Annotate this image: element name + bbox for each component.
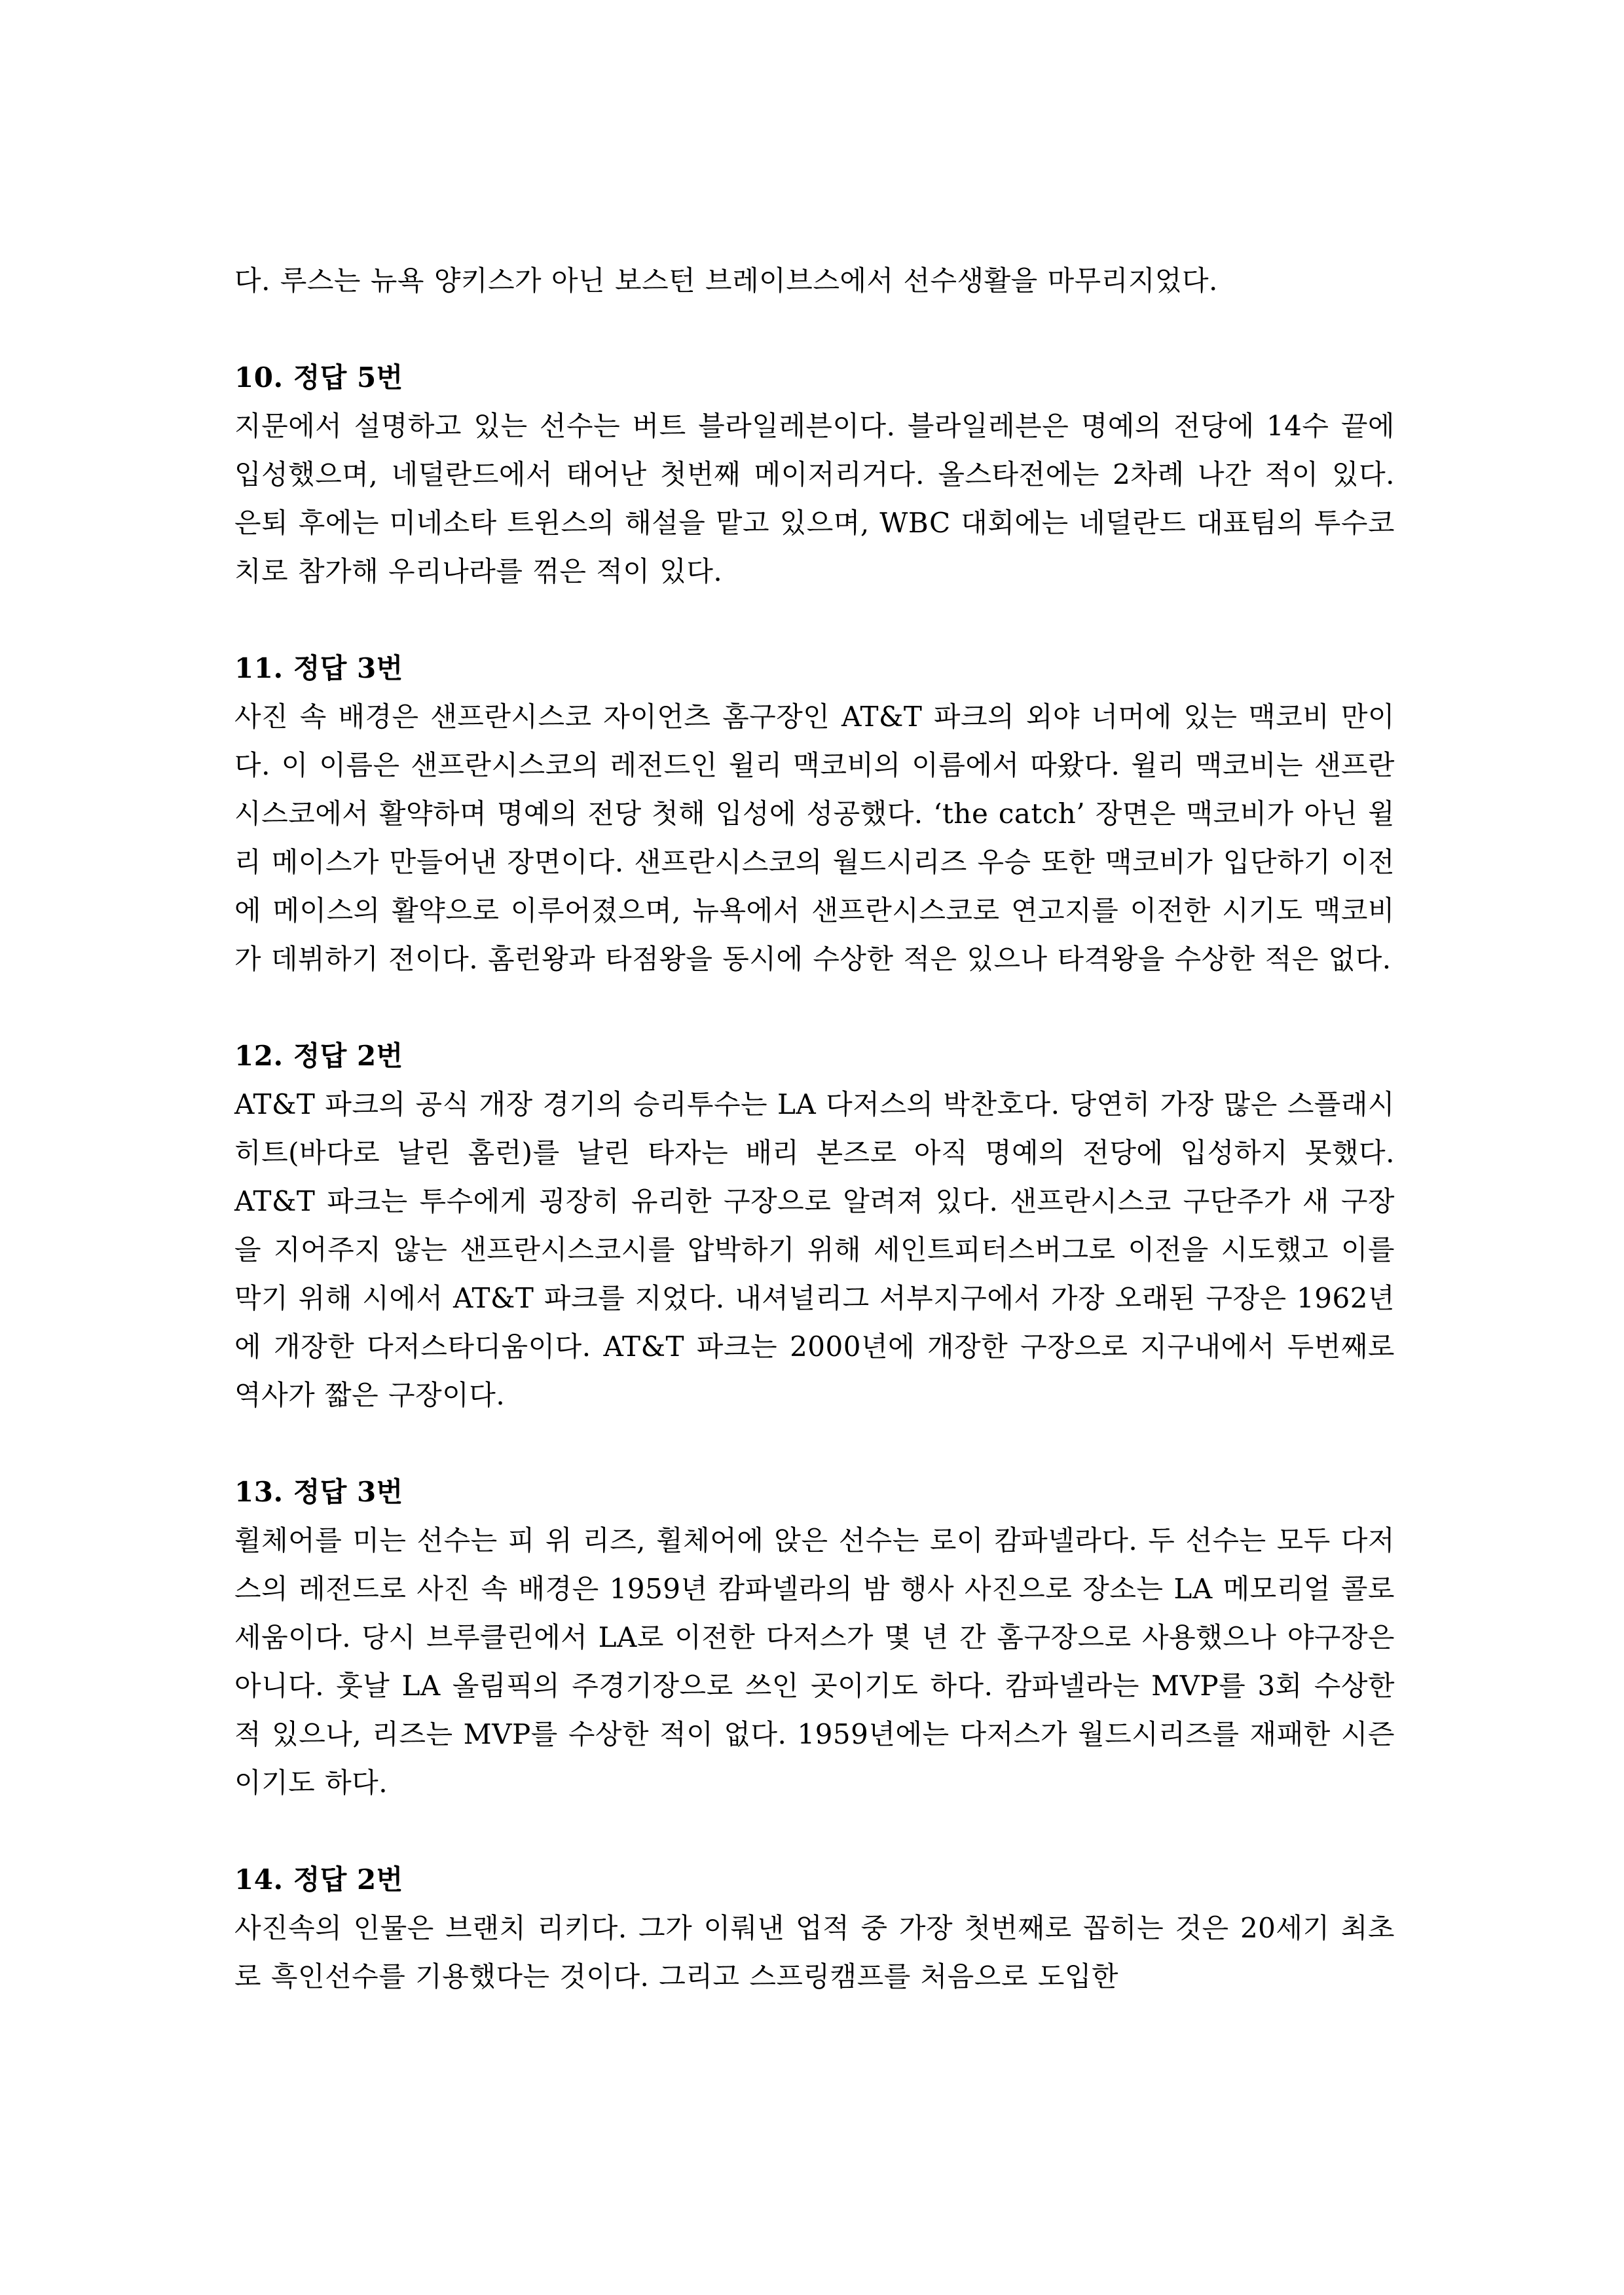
document-content (234, 257, 1395, 2049)
answer-heading: 13. 정답 3번 (234, 1476, 403, 1508)
answer-section-11 (234, 644, 1395, 983)
continued-paragraph: 다. 루스는 뉴욕 양키스가 아닌 보스턴 브레이브스에서 선수생활을 마무리지었다. (234, 265, 1218, 297)
answer-section-10 (234, 354, 1395, 596)
answer-explanation: AT&T 파크의 공식 개장 경기의 승리투수는 LA 다저스의 박찬호다. 당연히 가장 많은 스플래시 히트(바다로 날린 홈런)를 날린 타자는 배리 본즈로 아직 명예의 전당에 입성하지 못했다. AT&T 파크는 투수에게 굉장히 유리한 구장으로 알려져 있다. 샌프란시스코 구단주가 새 구장을 지어주지 않는 샌프란시스코시를 압박하기 위해 세인트피터스버그로 이전을 시도했고 이를 막기 위해 시에서 AT&T 파크를 지었다. 내셔널리그 서부지구에서 가장 오래된 구장은 1962년에 개장한 다저스타디움이다. AT&T 파크는 2000년에 개장한 구장으로 지구내에서 두번째로 역사가 짧은 구장이다. (234, 1088, 1395, 1411)
answer-heading: 11. 정답 3번 (234, 652, 403, 684)
answer-section-13 (234, 1468, 1395, 1807)
answer-heading: 12. 정답 2번 (234, 1040, 403, 1072)
answer-explanation: 사진속의 인물은 브랜치 리키다. 그가 이뤄낸 업적 중 가장 첫번째로 꼽히는 것은 20세기 최초로 흑인선수를 기용했다는 것이다. 그리고 스프링캠프를 처음으로 도입한 (234, 1912, 1395, 1992)
answer-explanation: 휠체어를 미는 선수는 피 위 리즈, 휠체어에 앉은 선수는 로이 캄파넬라다. 두 선수는 모두 다저스의 레전드로 사진 속 배경은 1959년 캄파넬라의 밤 행사 사진으로 장소는 LA 메모리얼 콜로세움이다. 당시 브루클린에서 LA로 이전한 다저스가 몇 년 간 홈구장으로 사용했으나 야구장은 아니다. 훗날 LA 올림픽의 주경기장으로 쓰인 곳이기도 하다. 캄파넬라는 MVP를 3회 수상한 적 있으나, 리즈는 MVP를 수상한 적이 없다. 1959년에는 다저스가 월드시리즈를 재패한 시즌이기도 하다. (234, 1524, 1395, 1799)
answer-section-12 (234, 1032, 1395, 1420)
answer-explanation: 지문에서 설명하고 있는 선수는 버트 블라일레븐이다. 블라일레븐은 명예의 전당에 14수 끝에 입성했으며, 네덜란드에서 태어난 첫번째 메이저리거다. 올스타전에는 2차례 나간 적이 있다. 은퇴 후에는 미네소타 트윈스의 해설을 맡고 있으며, WBC 대회에는 네덜란드 대표팀의 투수코치로 참가해 우리나라를 꺾은 적이 있다. (234, 410, 1395, 587)
answer-heading: 10. 정답 5번 (234, 361, 403, 394)
answer-section-14 (234, 1856, 1395, 2001)
answer-heading: 14. 정답 2번 (234, 1864, 403, 1896)
answer-explanation: 사진 속 배경은 샌프란시스코 자이언츠 홈구장인 AT&T 파크의 외야 너머에 있는 맥코비 만이다. 이 이름은 샌프란시스코의 레전드인 윌리 맥코비의 이름에서 따왔다. 윌리 맥코비는 샌프란시스코에서 활약하며 명예의 전당 첫해 입성에 성공했다. ‘the catch’ 장면은 맥코비가 아닌 윌리 메이스가 만들어낸 장면이다. 샌프란시스코의 월드시리즈 우승 또한 맥코비가 입단하기 이전에 메이스의 활약으로 이루어졌으며, 뉴욕에서 샌프란시스코로 연고지를 이전한 시기도 맥코비가 데뷔하기 전이다. 홈런왕과 타점왕을 동시에 수상한 적은 있으나 타격왕을 수상한 적은 없다. (234, 701, 1395, 975)
